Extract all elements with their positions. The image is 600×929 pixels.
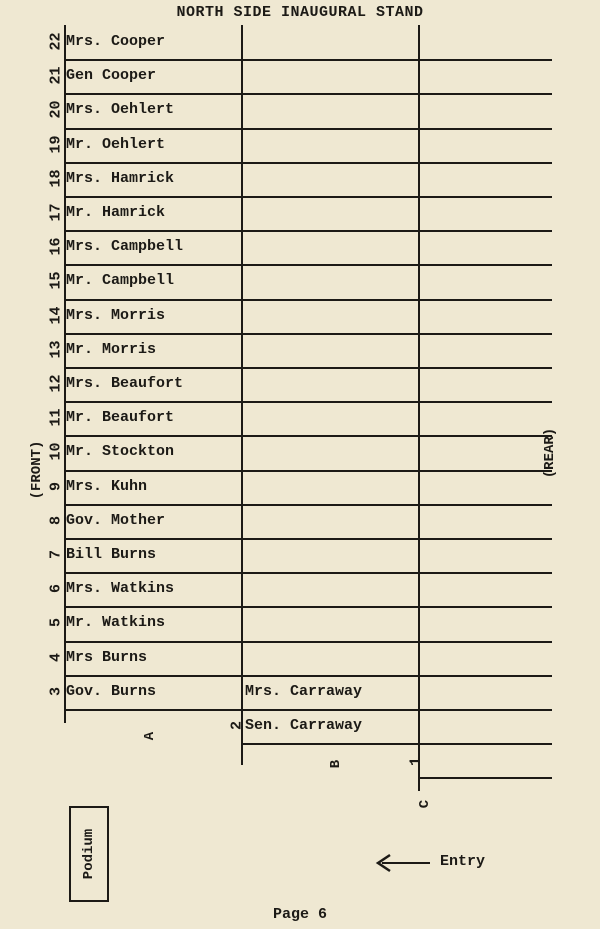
seat-name-a: Mrs. Oehlert <box>66 101 175 118</box>
row-divider <box>418 777 552 779</box>
row-number: 17 <box>47 203 65 222</box>
row-divider <box>64 470 552 472</box>
seat-name-a: Mr. Hamrick <box>66 204 166 221</box>
seat-name-a: Gen Cooper <box>66 67 157 84</box>
podium-box <box>69 806 109 902</box>
row-divider <box>64 572 552 574</box>
row-divider <box>64 435 552 437</box>
row-divider <box>64 230 552 232</box>
row-number: 5 <box>47 618 65 628</box>
row-divider <box>64 504 552 506</box>
row-number: 16 <box>47 237 65 256</box>
seat-name-a: Mr. Oehlert <box>66 136 166 153</box>
row-number: 15 <box>47 271 65 290</box>
seat-name-a: Mrs. Kuhn <box>66 478 148 495</box>
rear-label: (REAR) <box>542 427 558 479</box>
row-number: 21 <box>47 66 65 85</box>
section-a-label: A <box>142 731 158 741</box>
row-divider <box>64 709 552 711</box>
row-divider <box>64 641 552 643</box>
seat-name-b: Sen. Carraway <box>245 717 363 734</box>
row-divider <box>64 367 552 369</box>
row-number: 22 <box>47 32 65 51</box>
row-divider <box>64 93 552 95</box>
seat-name-a: Mrs Burns <box>66 649 148 666</box>
row-divider <box>64 333 552 335</box>
row-divider <box>64 299 552 301</box>
row-number: 8 <box>47 516 65 526</box>
seat-name-a: Mr. Stockton <box>66 443 175 460</box>
podium-label: Podium <box>81 828 97 880</box>
column-line-b <box>241 25 243 765</box>
row-number: 13 <box>47 340 65 359</box>
arrow-left-icon <box>374 852 434 874</box>
row-divider <box>64 675 552 677</box>
row-number: 10 <box>47 442 65 461</box>
seat-name-b: Mrs. Carraway <box>245 683 363 700</box>
section-c-label: C <box>417 799 433 809</box>
row-divider <box>64 128 552 130</box>
section-b-label: B <box>328 759 344 769</box>
seat-name-a: Mrs. Watkins <box>66 580 175 597</box>
seat-name-a: Mr. Watkins <box>66 614 166 631</box>
entry-label: Entry <box>440 853 486 870</box>
seat-name-a: Mrs. Cooper <box>66 33 166 50</box>
row-number: 4 <box>47 653 65 663</box>
row-divider <box>64 401 552 403</box>
seat-name-a: Mr. Beaufort <box>66 409 175 426</box>
front-label: (FRONT) <box>29 440 45 500</box>
row-number: 9 <box>47 482 65 492</box>
row-number: 2 <box>228 721 246 731</box>
row-number: 20 <box>47 100 65 119</box>
row-number: 6 <box>47 584 65 594</box>
row-number: 11 <box>47 408 65 427</box>
row-number: 1 <box>407 757 425 767</box>
seat-name-a: Gov. Burns <box>66 683 157 700</box>
seat-name-a: Mrs. Campbell <box>66 238 184 255</box>
row-divider <box>64 264 552 266</box>
seat-name-a: Mrs. Beaufort <box>66 375 184 392</box>
row-number: 3 <box>47 687 65 697</box>
row-divider <box>64 162 552 164</box>
row-number: 14 <box>47 306 65 325</box>
row-number: 7 <box>47 550 65 560</box>
row-divider <box>64 606 552 608</box>
row-number: 18 <box>47 169 65 188</box>
row-divider <box>64 59 552 61</box>
seat-name-a: Bill Burns <box>66 546 157 563</box>
seat-name-a: Mrs. Morris <box>66 307 166 324</box>
row-divider <box>241 743 552 745</box>
page-title: NORTH SIDE INAUGURAL STAND <box>176 4 424 21</box>
entry-indicator <box>374 852 494 874</box>
row-number: 12 <box>47 374 65 393</box>
seat-name-a: Mr. Campbell <box>66 272 175 289</box>
row-divider <box>64 196 552 198</box>
row-divider <box>64 538 552 540</box>
seat-name-a: Mr. Morris <box>66 341 157 358</box>
seat-name-a: Gov. Mother <box>66 512 166 529</box>
seat-name-a: Mrs. Hamrick <box>66 170 175 187</box>
page-number: Page 6 <box>272 906 327 923</box>
row-number: 19 <box>47 135 65 154</box>
